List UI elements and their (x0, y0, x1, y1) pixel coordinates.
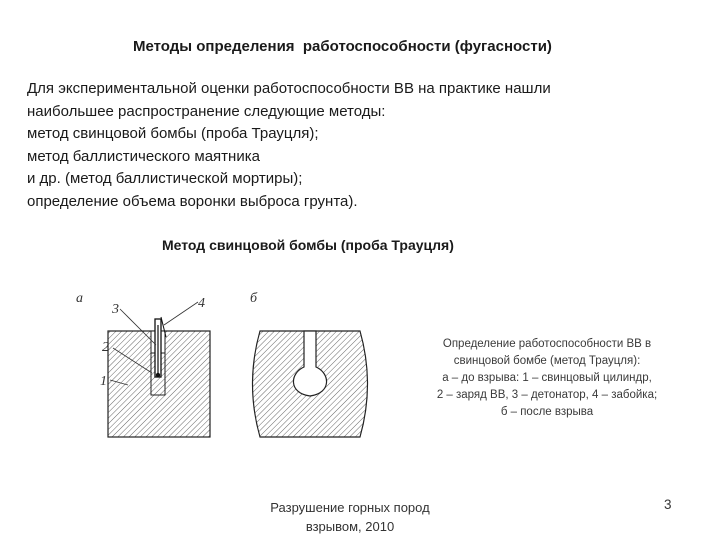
page-number: 3 (664, 497, 672, 512)
caption-line: свинцовой бомбе (метод Трауцля): (453, 355, 641, 367)
caption-line: 2 – заряд ВВ, 3 – детонатор, 4 – забойка; (436, 389, 658, 401)
intro-text (27, 78, 551, 213)
callout-4: 4 (198, 296, 205, 311)
intro-line: наибольшее распространение следующие методы: (27, 102, 386, 120)
caption-line: б – после взрыва (500, 406, 594, 418)
intro-line: определение объема воронки выброса грунта). (27, 192, 358, 210)
method-title: Метод свинцовой бомбы (проба Трауцля) (162, 237, 454, 253)
figure-caption (407, 336, 687, 421)
lead-cylinder-after (253, 331, 368, 437)
caption-line: а – до взрыва: 1 – свинцовый цилиндр, (442, 372, 652, 384)
intro-line: метод баллистического маятника (27, 147, 260, 165)
label-b: б (250, 291, 258, 306)
callout-3: 3 (112, 302, 119, 317)
footer-line-1: Разрушение горных пород (270, 500, 430, 515)
callout-2: 2 (102, 340, 109, 355)
intro-line: Для экспериментальной оценки работоспособности ВВ на практике нашли (27, 80, 551, 97)
caption-line: Определение работоспособности ВВ в (442, 338, 652, 350)
label-a: а (76, 291, 83, 306)
detonator (155, 319, 161, 377)
footer-line-2: взрывом, 2010 (305, 519, 395, 534)
intro-line: и др. (метод баллистической мортиры); (27, 170, 303, 187)
callout-1: 1 (100, 374, 107, 389)
intro-line: метод свинцовой бомбы (проба Трауцля); (27, 125, 319, 142)
trauzl-figure (60, 285, 380, 455)
footer (230, 498, 470, 536)
slide-title: Методы определения работоспособности (фугасности) (133, 38, 552, 55)
